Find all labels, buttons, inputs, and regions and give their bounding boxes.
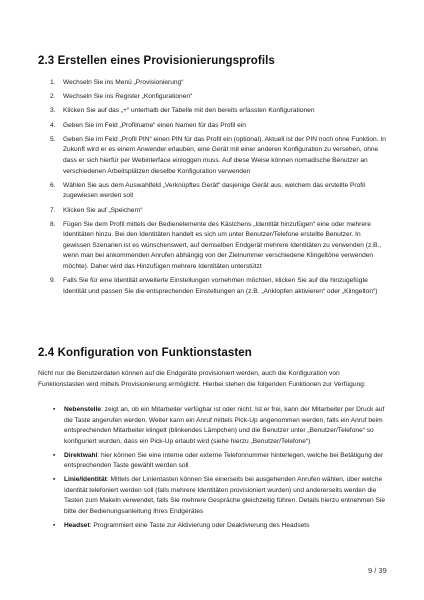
step-item bbox=[38, 220, 388, 273]
step-item bbox=[38, 92, 388, 103]
section-heading-provisioning-profile: 2.3 Erstellen eines Provisionierungsprofils bbox=[38, 55, 275, 67]
step-number: 7. bbox=[50, 206, 56, 214]
function-key-term: Headset bbox=[64, 521, 90, 529]
step-text: Falls Sie für eine Identität erweiterte Einstellungen vornehmen möchten, klicken Sie auf die hinzugefügte Identität und passen Sie die entsprechenden Einstellungen an (z.B. „Anklopfen aktivieren“ oder „Klingelton“) bbox=[63, 277, 378, 295]
intro-paragraph: Nicht nur die Benutzerdaten können auf die Endgeräte provisioniert werden, auch die Konfiguration von Funktionstasten wird mittels Provisionierung ermöglicht. Hierbei stehen die folgenden Funktionen zur Verfügung: bbox=[38, 370, 366, 388]
step-number: 5. bbox=[50, 135, 56, 143]
step-number: 4. bbox=[50, 121, 56, 129]
step-text: Geben Sie im Feld „Profil PIN“ einen PIN für das Profil ein (optional). Aktuell ist der PIN noch ohne Funktion. In Zukunft wird er es einem Anwender erlauben, eine Gerät mit einer anderen Konfiguration zu versehen, ohne dass er sich hierfür per Webinterface einloggen muss. Auf diese Weise können nomadische Benutzer an verschiedenen Arbeitsplätzen dieselbe Konfiguration verwenden bbox=[63, 135, 386, 175]
step-item bbox=[38, 135, 388, 177]
function-key-item bbox=[38, 475, 388, 517]
step-number: 2. bbox=[50, 93, 56, 101]
function-key-description: : Mittels der Linientasten können Sie einerseits bei ausgehenden Anrufen wählen, über welche Identität telefoniert werden soll (falls mehrere Identitäten provisioniert wurden) und andererseits werden die Tasten zum Makeln verwendet, falls Sie mehrere Gespräche gleichzeitig führen. Details hierzu entnehmen Sie bitte der Bedienungsanleitung Ihres Endgerätes bbox=[64, 476, 386, 515]
function-key-item bbox=[38, 451, 388, 472]
step-number: 9. bbox=[50, 277, 56, 285]
step-number: 3. bbox=[50, 107, 56, 115]
step-number: 6. bbox=[50, 181, 56, 189]
function-key-term: Linie/Identität bbox=[64, 476, 107, 483]
steps-list bbox=[38, 78, 388, 301]
step-text: Klicken Sie auf das „+“ unterhalb der Tabelle mit den bereits erfassten Konfigurationen bbox=[63, 107, 315, 115]
step-item bbox=[38, 106, 388, 117]
step-text: Fügen Sie dem Profil mittels der Bedienelemente des Kästchens „Identität hinzufügen“ eine oder mehrere Identitäten hinzu. Bei den Identitäten handelt es sich um unter Benutzer/Telefone erstellte Benutzer. In gewissen Szenarien ist es wünschenswert, auf demselben Endgerät mehrere Identitäten zu verwenden (z.B., wenn man bei ankommenden Anrufen abhängig von der Zielnummer verschiedene Klingeltöne verwenden möchte). Daher wird das Hinzufügen mehrere Identitäten unterstützt bbox=[63, 220, 382, 271]
function-key-item bbox=[38, 521, 388, 532]
section-heading-function-keys: 2.4 Konfiguration von Funktionstasten bbox=[38, 347, 252, 359]
function-keys-list bbox=[38, 405, 388, 535]
function-key-description: : hier können Sie eine interne oder externe Telefonnummer hinterlegen, welche bei Betätigung der entsprechenden Taste gewählt werden soll bbox=[64, 451, 384, 469]
step-item bbox=[38, 78, 388, 89]
bullet-icon: ▪ bbox=[53, 476, 56, 483]
step-text: Wählen Sie aus dem Auswahlfeld „Verknüpftes Gerät“ dasjenige Gerät aus, welchem das erstellte Profil zugewiesen werden soll bbox=[63, 181, 365, 200]
function-key-description: : Programmiert eine Taste zur Aktivierung oder Deaktivierung des Headsets bbox=[89, 521, 310, 529]
step-item bbox=[38, 181, 388, 202]
bullet-icon: ▪ bbox=[53, 406, 56, 413]
function-key-item bbox=[38, 405, 388, 447]
function-key-term: Nebenstelle bbox=[64, 406, 102, 413]
function-key-term: Direktwahl bbox=[64, 451, 98, 459]
bullet-icon: ▪ bbox=[53, 451, 56, 459]
page-number: 9 / 39 bbox=[368, 566, 387, 575]
step-number: 1. bbox=[50, 79, 56, 86]
step-number: 8. bbox=[50, 220, 56, 228]
step-text: Klicken Sie auf „Speichern“ bbox=[63, 206, 143, 214]
step-text: Wechseln Sie ins Menü „Provisionierung“ bbox=[63, 79, 184, 86]
step-text: Geben Sie im Feld „Profilname“ einen Namen für das Profil ein bbox=[63, 121, 246, 129]
step-item bbox=[38, 276, 388, 297]
step-item bbox=[38, 121, 388, 132]
step-text: Wechseln Sie ins Register „Konfigurationen“ bbox=[63, 93, 193, 101]
function-key-description: : zeigt an, ob ein Mitarbeiter verfügbar ist oder nicht. Ist er frei, kann der Mitarbeiter per Druck auf die Taste angerufen werden. Weiter kann ein Anruf mittels Pick-Up angenommen werden, falls ein Anruf beim entsprechenden Mitarbeiter klingelt (blinkendes Lämpchen) und die Benutzer unter „Benutzer/Telefone“ so konfiguriert wurden, dass ein Pick-Up erlaubt wird (siehe hierzu „Benutzer/Telefone“) bbox=[64, 406, 385, 445]
step-item bbox=[38, 206, 388, 217]
bullet-icon: ▪ bbox=[53, 521, 56, 529]
